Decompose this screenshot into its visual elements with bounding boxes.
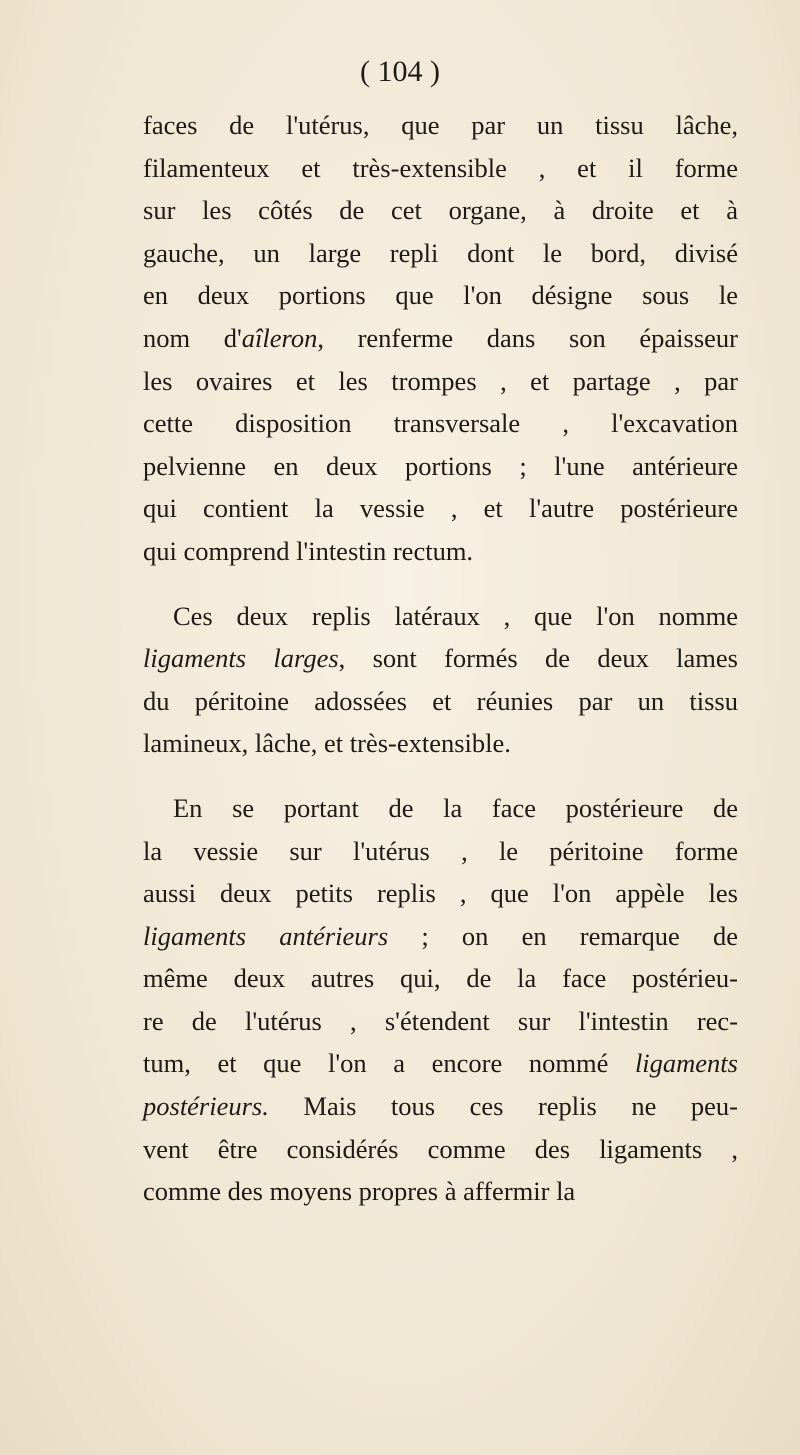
- text-run: en deux portions que l'on désigne sous le: [143, 280, 738, 311]
- text-run: re de l'utérus , s'étendent sur l'intestin rec-: [143, 1005, 738, 1036]
- text-line: [143, 147, 738, 190]
- text-run: vent être considérés comme des ligaments ,: [143, 1133, 738, 1164]
- text-run: même deux autres qui, de la face postérieu-: [143, 963, 738, 994]
- text-run: nom d': [143, 322, 242, 353]
- text-run: , sont formés de deux lames: [338, 643, 738, 674]
- text-line: [143, 680, 738, 723]
- text-line: [143, 317, 738, 360]
- text-line: [143, 915, 738, 958]
- body-text: [143, 104, 738, 1213]
- italic-term: ligaments antérieurs: [143, 920, 389, 951]
- paragraph: [143, 787, 738, 1213]
- italic-term: aîleron: [241, 322, 318, 353]
- text-line: [143, 487, 738, 530]
- text-run: lamineux, lâche, et très-extensible.: [143, 728, 511, 759]
- text-line: [143, 1000, 738, 1043]
- text-line: [143, 1042, 738, 1085]
- text-run: , renferme dans son épaisseur: [317, 322, 738, 353]
- text-run: la vessie sur l'utérus , le péritoine forme: [143, 835, 738, 866]
- text-line: [143, 1085, 738, 1128]
- text-run: ; on en remarque de: [388, 920, 738, 951]
- text-run: tum, et que l'on a encore nommé: [143, 1048, 635, 1079]
- text-line: [143, 722, 738, 765]
- text-run: du péritoine adossées et réunies par un tissu: [143, 685, 738, 716]
- text-line: [143, 274, 738, 317]
- text-line: [143, 872, 738, 915]
- text-run: sur les côtés de cet organe, à droite et à: [143, 195, 738, 226]
- text-line: [143, 189, 738, 232]
- paragraph: [143, 104, 738, 573]
- paragraph-gap: [143, 765, 738, 787]
- text-line: [143, 360, 738, 403]
- paragraph-gap: [143, 573, 738, 595]
- text-run: gauche, un large repli dont le bord, divisé: [143, 237, 738, 268]
- text-line: [143, 1170, 738, 1213]
- text-line: [143, 595, 738, 638]
- page-number: ( 104 ): [360, 55, 440, 88]
- text-line: [143, 530, 738, 573]
- text-run: Mais tous ces replis ne peu-: [268, 1091, 738, 1122]
- text-run: aussi deux petits replis , que l'on appèle les: [143, 878, 738, 909]
- text-line: [143, 402, 738, 445]
- text-run: comme des moyens propres à affermir la: [143, 1176, 576, 1207]
- text-line: [143, 445, 738, 488]
- text-run: qui comprend l'intestin rectum.: [143, 535, 474, 566]
- text-run: En se portant de la face postérieure de: [173, 792, 738, 823]
- text-line: [143, 787, 738, 830]
- text-run: cette disposition transversale , l'excavation: [143, 408, 738, 439]
- italic-term: postérieurs.: [143, 1091, 269, 1122]
- italic-term: ligaments larges: [143, 643, 339, 674]
- text-run: Ces deux replis latéraux , que l'on nomme: [173, 600, 738, 631]
- paragraph: [143, 595, 738, 765]
- text-line: [143, 637, 738, 680]
- text-line: [143, 232, 738, 275]
- text-line: [143, 957, 738, 1000]
- text-run: pelvienne en deux portions ; l'une antérieure: [143, 450, 738, 481]
- text-run: qui contient la vessie , et l'autre postérieure: [143, 493, 738, 524]
- text-run: les ovaires et les trompes , et partage , par: [143, 365, 738, 396]
- text-run: faces de l'utérus, que par un tissu lâche,: [143, 110, 738, 140]
- text-line: [143, 1128, 738, 1171]
- text-line: [143, 830, 738, 873]
- text-run: filamenteux et très-extensible , et il forme: [143, 152, 738, 183]
- text-line: [143, 104, 738, 147]
- italic-term: ligaments: [634, 1048, 738, 1079]
